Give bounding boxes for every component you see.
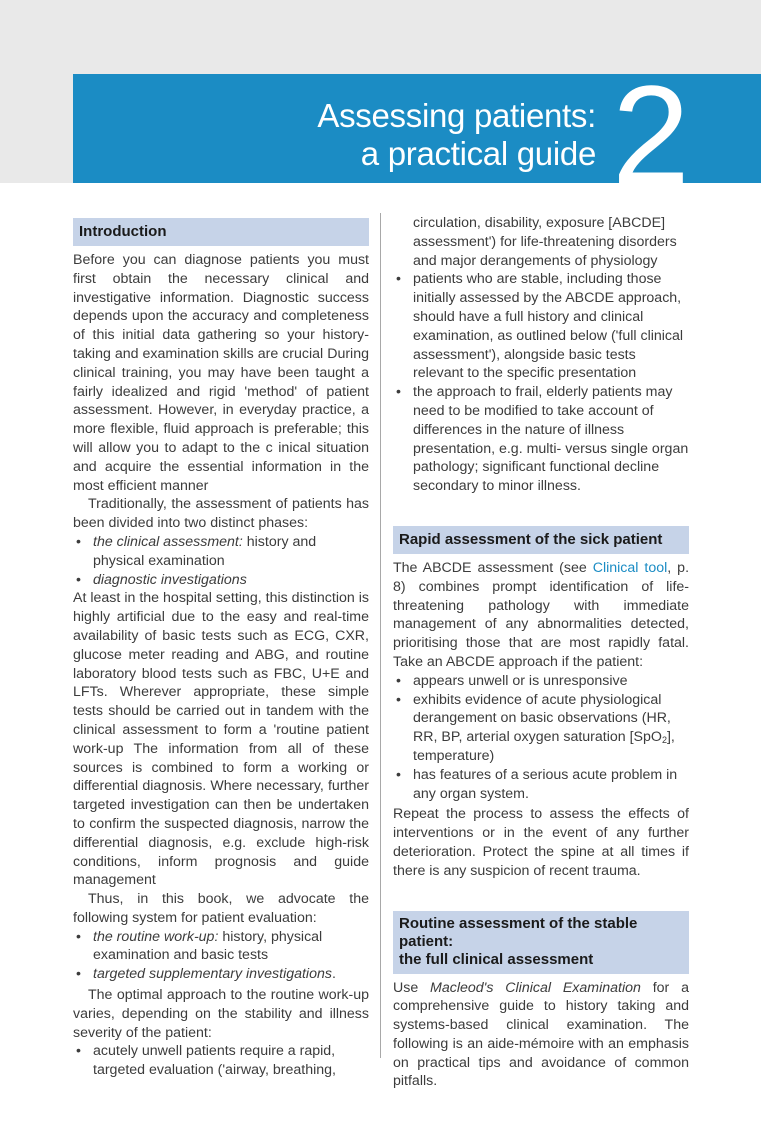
bullet: • bbox=[396, 766, 401, 783]
list-item bbox=[73, 928, 369, 966]
column-divider bbox=[380, 213, 381, 1058]
list-item bbox=[393, 691, 689, 766]
list-item-text: history and physical examination bbox=[93, 533, 317, 569]
list-item bbox=[73, 533, 369, 571]
introduction-heading: Introduction bbox=[73, 218, 369, 246]
chapter-number: 2 bbox=[612, 56, 690, 213]
list-item-italic: the clinical assessment: bbox=[93, 533, 243, 550]
right-column bbox=[393, 214, 689, 1091]
list-item-text: patients who are stable, including those initially assessed by the ABCDE approach, should have a full history and clinical examination, as outlined below ('full clinical assessment'), alongside basic tests relevant to the specific presentation bbox=[413, 271, 684, 382]
chapter-title-line-1: Assessing patients: bbox=[317, 97, 596, 134]
abcde-criteria-list bbox=[393, 672, 689, 804]
approach-list-cont bbox=[393, 214, 689, 496]
list-item-text: appears unwell or is unresponsive bbox=[413, 672, 628, 689]
intro-paragraph-3: At least in the hospital setting, this distinction is highly artificial due to the easy and real-time availability of basic tests such as ECG, CXR, glucose meter reading and ABG, and routine laboratory blood tests such as FBC, U+E and LFTs. Wherever appropriate, these simple tests should be carried out in tandem with the clinical assessment to form a 'routine patient work-up The information from all of these sources is combined to form a working or differential diagnosis. Where necessary, further targeted investigation can then be undertaken to confirm the suspected diagnosis, narrow the differential diagnosis, e.g. exclude high-risk conditions, inform prognosis and guide management bbox=[73, 590, 369, 889]
bullet: • bbox=[76, 571, 81, 588]
list-item bbox=[393, 270, 689, 383]
list-item bbox=[73, 571, 369, 590]
left-column bbox=[73, 218, 369, 1080]
bullet: • bbox=[76, 533, 81, 550]
list-item bbox=[393, 383, 689, 496]
routine-paragraph bbox=[393, 979, 689, 1092]
list-item-text: has features of a serious acute problem in any organ system. bbox=[413, 766, 678, 802]
heading-line: Routine assessment of the stable patient: bbox=[399, 914, 638, 950]
phases-list bbox=[73, 533, 369, 589]
list-item bbox=[393, 766, 689, 804]
list-item-text: history, physical examination and basic tests bbox=[93, 928, 323, 964]
bullet: • bbox=[396, 271, 401, 288]
routine-assessment-heading bbox=[393, 911, 689, 974]
routine-text: for a comprehensive guide to history taking and systems-based clinical examination. The following is an aide-mémoire with an emphasis on practical tips and avoidance of common pitfalls. bbox=[393, 979, 689, 1090]
list-item-continuation bbox=[393, 214, 689, 270]
intro-paragraph-5: The optimal approach to the routine work-up varies, depending on the stability and illness severity of the patient: bbox=[73, 987, 369, 1041]
rapid-text: , p. 8) combines prompt identification of life-threatening pathology with immediate management of any abnormalities detected, prioritising those that are most rapidly fatal. Take an ABCDE approach if the patient: bbox=[393, 559, 690, 670]
bullet: • bbox=[396, 672, 401, 689]
bullet: • bbox=[76, 1043, 81, 1060]
list-item-text: the approach to frail, elderly patients may need to be modified to take account of differences in the nature of illness presentation, e.g. multi- versus single organ pathology; significant functional decline secondary to minor illness. bbox=[413, 384, 689, 495]
routine-text: Use bbox=[393, 979, 431, 996]
clinical-tool-link[interactable]: Clinical tool bbox=[592, 559, 668, 576]
list-item-text: acutely unwell patients require a rapid, targeted evaluation ('airway, breathing, bbox=[93, 1043, 336, 1079]
bullet: • bbox=[76, 928, 81, 945]
rapid-paragraph-1 bbox=[393, 559, 689, 672]
bullet: • bbox=[76, 966, 81, 983]
book-title: Macleod's Clinical Examination bbox=[430, 979, 641, 996]
list-item-text: . bbox=[331, 966, 336, 983]
chapter-title-line-2: a practical guide bbox=[360, 135, 596, 172]
list-item-text: exhibits evidence of acute physiological derangement on basic observations (HR, RR, BP, arterial oxygen saturation [SpO bbox=[413, 691, 671, 746]
intro-paragraph-4: Thus, in this book, we advocate the following system for patient evaluation: bbox=[73, 891, 369, 926]
heading-line: the full clinical assessment bbox=[399, 950, 594, 968]
bullet: • bbox=[396, 384, 401, 401]
subscript-2: 2 bbox=[661, 735, 667, 746]
list-item bbox=[73, 965, 369, 984]
list-item-text: ], temperature) bbox=[413, 729, 675, 764]
system-list bbox=[73, 928, 369, 984]
list-item bbox=[393, 672, 689, 691]
rapid-text: The ABCDE assessment (see bbox=[393, 559, 593, 576]
list-item-italic: the routine work-up: bbox=[93, 928, 219, 945]
intro-paragraph-1: Before you can diagnose patients you must first obtain the necessary clinical and investigative information. Diagnostic success depends upon the accuracy and completeness of this initial data gathering so your history-taking and examination skills are crucial During clinical training, you may have been taught a fairly idealized and rigid 'method' of patient assessment. However, in everyday practice, a more flexible, fluid approach is preferable; this will allow you to adapt to the c inical situation and acquire the essential information in the most efficient manner bbox=[73, 252, 369, 494]
rapid-assessment-heading: Rapid assessment of the sick patient bbox=[393, 526, 689, 554]
list-item-italic: targeted supplementary investigations bbox=[93, 966, 332, 983]
approach-list-start bbox=[73, 1042, 369, 1080]
intro-paragraph-2: Traditionally, the assessment of patients has been divided into two distinct phases: bbox=[73, 496, 369, 532]
bullet: • bbox=[396, 691, 401, 708]
rapid-paragraph-2: Repeat the process to assess the effects of interventions or in the event of any further deterioration. Protect the spine at all times if there is any suspicion of recent trauma. bbox=[393, 806, 689, 879]
list-item-italic: diagnostic investigations bbox=[93, 571, 247, 588]
list-item bbox=[73, 1042, 369, 1080]
list-item-text: circulation, disability, exposure [ABCDE] assessment') for life-threatening disorders and major derangements of physiology bbox=[413, 215, 677, 269]
